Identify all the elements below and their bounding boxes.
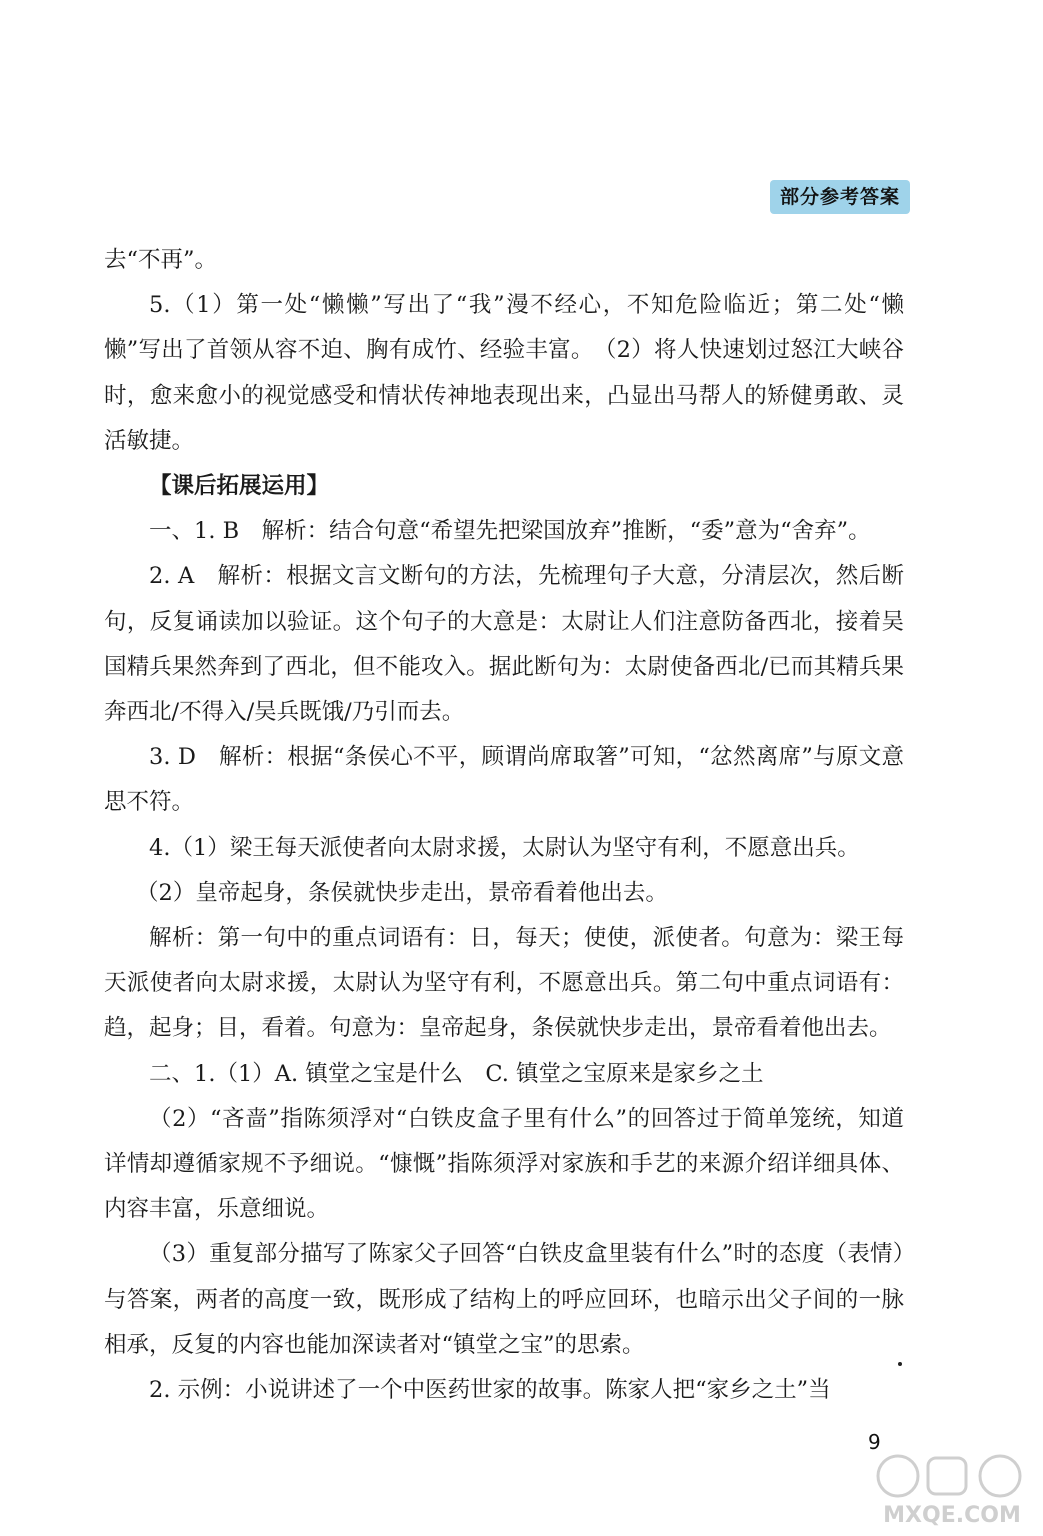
page-number: 9 (868, 1430, 881, 1454)
paragraph: 2. 示例：小说讲述了一个中医药世家的故事。陈家人把“家乡之土”当 (149, 1377, 831, 1404)
paragraph: 二、1.（1）A. 镇堂之宝是什么 C. 镇堂之宝原来是家乡之土 (149, 1060, 764, 1087)
paragraph: 解析：第一句中的重点词语有：日，每天；使使，派使者。句意为：梁王每天派使者向太尉求援，太尉认为坚守有利，不愿意出兵。第二句中重点词语有：趋，起身；目，看着。句意为：皇帝起身，条侯就快步走出，景帝看着他出去。 (104, 925, 904, 1042)
section-heading: 【课后拓展运用】 (149, 473, 330, 500)
section-header-badge: 部分参考答案 (770, 180, 910, 214)
paragraph: （2）“吝啬”指陈须浮对“白铁皮盒子里有什么”的回答过于简单笼统，知道详情却遵循家规不予细说。“慷慨”指陈须浮对家族和手艺的来源介绍详细具体、内容丰富，乐意细说。 (104, 1105, 904, 1223)
paragraph: 5.（1）第一处“懒懒”写出了“我”漫不经心，不知危险临近；第二处“懒懒”写出了首领从容不迫、胸有成竹、经验丰富。 （2）将人快速划过怒江大峡谷时，愈来愈小的视觉感受和情状传神地表现出来，凸显出马帮人的矫健勇敢、灵活敏捷。 (104, 292, 904, 454)
document-body (104, 238, 904, 1413)
paragraph: 3. D 解析：根据“条侯心不平，顾谓尚席取箸”可知，“忿然离席”与原文意思不符。 (104, 744, 904, 816)
paragraph: 一、1. B 解析：结合句意“希望先把梁国放弃”推断，“委”意为“舍弃”。 (149, 518, 871, 545)
paragraph: 4.（1）梁王每天派使者向太尉求援，太尉认为坚守有利，不愿意出兵。 (149, 834, 860, 861)
stray-dot (898, 1362, 902, 1366)
paragraph: 2. A 解析：根据文言文断句的方法，先梳理句子大意，分清层次，然后断句，反复诵读加以验证。这个句子的大意是：太尉让人们注意防备西北，接着吴国精兵果然奔到了西北，但不能攻入。据此断句为：太尉使备西北/已而其精兵果奔西北/不得入/吴兵既饿/乃引而去。 (104, 563, 904, 726)
watermark-text: MXQE.COM (883, 1503, 1021, 1528)
watermark-logo (868, 1448, 1036, 1530)
paragraph: （3）重复部分描写了陈家父子回答“白铁皮盒里装有什么”时的态度（表情）与答案，两者的高度一致，既形成了结构上的呼应回环，也暗示出父子间的一脉相承，反复的内容也能加深读者对“镇堂之宝”的思索。 (104, 1241, 904, 1358)
paragraph: （2）皇帝起身，条侯就快步走出，景帝看着他出去。 (136, 879, 668, 906)
paragraph: 去“不再”。 (104, 247, 218, 273)
